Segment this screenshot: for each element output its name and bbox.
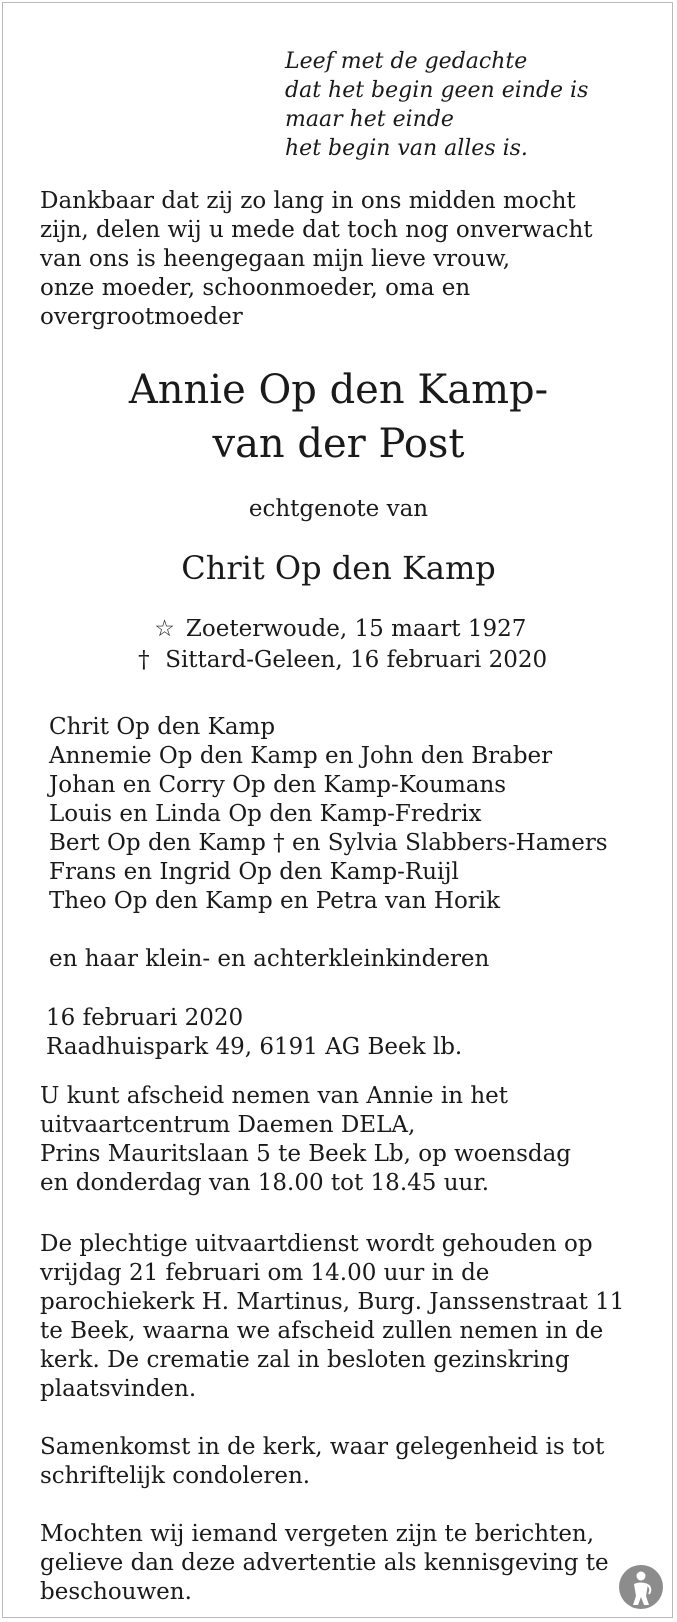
family-member: Theo Op den Kamp en Petra van Horik bbox=[49, 888, 501, 914]
family-member: Annemie Op den Kamp en John den Braber bbox=[49, 743, 553, 769]
closing-line: beschouwen. bbox=[40, 1579, 192, 1605]
quote-line: Leef met de gedachte bbox=[285, 49, 528, 74]
quote-line: dat het begin geen einde is bbox=[285, 78, 589, 103]
service-line: kerk. De crematie zal in besloten gezinskring bbox=[40, 1347, 570, 1373]
service-line: De plechtige uitvaartdienst wordt gehouden op bbox=[40, 1231, 593, 1257]
intro-line: Dankbaar dat zij zo lang in ons midden mocht bbox=[40, 188, 576, 214]
intro-line: overgrootmoeder bbox=[40, 304, 243, 330]
quote-line: maar het einde bbox=[285, 107, 454, 132]
family-member: Chrit Op den Kamp bbox=[49, 714, 276, 740]
figure-logo-icon bbox=[619, 1565, 663, 1609]
service-line: vrijdag 21 februari om 14.00 uur in de bbox=[40, 1260, 490, 1286]
gathering-line: schriftelijk condoleren. bbox=[40, 1463, 311, 1489]
grandchildren-line: en haar klein- en achterkleinkinderen bbox=[49, 946, 490, 972]
intro-line: zijn, delen wij u mede dat toch nog onverwacht bbox=[40, 217, 593, 243]
farewell-line: en donderdag van 18.00 tot 18.45 uur. bbox=[40, 1170, 490, 1196]
family-member: Bert Op den Kamp † en Sylvia Slabbers-Hamers bbox=[49, 830, 608, 856]
farewell-line: uitvaartcentrum Daemen DELA, bbox=[40, 1112, 416, 1138]
farewell-line: Prins Mauritslaan 5 te Beek Lb, op woensdag bbox=[40, 1141, 572, 1167]
cross-icon: † bbox=[138, 647, 150, 673]
announcement-date: 16 februari 2020 bbox=[46, 1005, 244, 1031]
deceased-name-line2: van der Post bbox=[212, 421, 465, 467]
intro-line: onze moeder, schoonmoeder, oma en bbox=[40, 275, 471, 301]
farewell-line: U kunt afscheid nemen van Annie in het bbox=[40, 1083, 508, 1109]
service-line: te Beek, waarna we afscheid zullen nemen in de bbox=[40, 1318, 604, 1344]
born-text: Zoeterwoude, 15 maart 1927 bbox=[185, 616, 527, 642]
intro-line: van ons is heengegaan mijn lieve vrouw, bbox=[40, 246, 511, 272]
gathering-line: Samenkomst in de kerk, waar gelegenheid is tot bbox=[40, 1434, 605, 1460]
closing-line: Mochten wij iemand vergeten zijn te berichten, bbox=[40, 1521, 595, 1547]
deceased-name-line1: Annie Op den Kamp- bbox=[128, 367, 549, 413]
home-address: Raadhuispark 49, 6191 AG Beek lb. bbox=[46, 1034, 463, 1060]
family-member: Frans en Ingrid Op den Kamp-Ruijl bbox=[49, 859, 459, 885]
spouse-name: Chrit Op den Kamp bbox=[181, 549, 496, 587]
family-member: Louis en Linda Op den Kamp-Fredrix bbox=[49, 801, 482, 827]
died-line bbox=[0, 645, 677, 675]
spouse-label: echtgenote van bbox=[248, 496, 429, 522]
service-line: parochiekerk H. Martinus, Burg. Janssenstraat 11 bbox=[40, 1289, 625, 1315]
born-line bbox=[0, 614, 677, 644]
quote-line: het begin van alles is. bbox=[285, 136, 528, 161]
family-member: Johan en Corry Op den Kamp-Koumans bbox=[49, 772, 507, 798]
closing-line: gelieve dan deze advertentie als kennisgeving te bbox=[40, 1550, 609, 1576]
died-text: Sittard-Geleen, 16 februari 2020 bbox=[165, 647, 548, 673]
service-line: plaatsvinden. bbox=[40, 1376, 197, 1402]
star-icon: ☆ bbox=[154, 616, 175, 642]
